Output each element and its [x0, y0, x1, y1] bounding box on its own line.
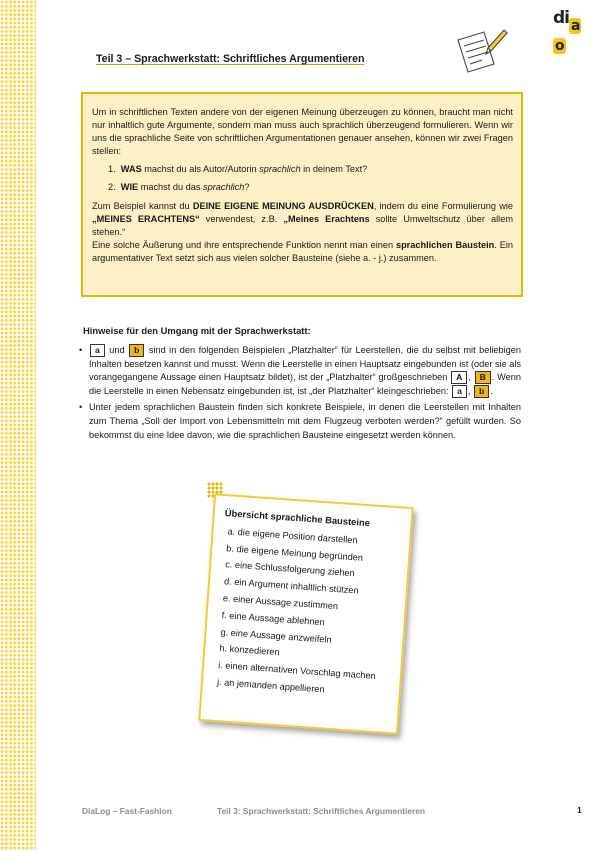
footer-left: DiaLog – Fast-Fashion [82, 806, 172, 816]
overview-item-g: g. eine Aussage anzweifeln [220, 626, 332, 645]
overview-item-j: j. an jemanden appellieren [216, 676, 325, 695]
overview-item-b: b. die eigene Meinung begründen [226, 542, 364, 563]
footer-center: Teil 3: Sprachwerkstatt: Schriftliches Argumentieren [217, 806, 426, 816]
page-title: Teil 3 – Sprachwerkstatt: Schriftliches Argumentieren [96, 53, 365, 65]
hint-item-examples: • Unter jedem sprachlichen Baustein finden sich konkrete Beispiele, in denen die Leerstellen mit Inhalten zum Thema „Soll der Import von Lebensmitteln mit dem Flugzeug verboten werden?“ gefüllt wurden. So bekommst du eine Idee davon, wie die sprachlichen Bausteine eingesetzt werden können. [79, 401, 521, 442]
overview-item-e: e. einer Aussage zustimmen [222, 593, 339, 612]
hints-list [79, 344, 521, 445]
intro-question-2: 2. WIE machst du das sprachlich? [108, 182, 250, 192]
document-pen-icon [450, 26, 508, 74]
intro-box [81, 92, 523, 297]
intro-paragraph-2: Zum Beispiel kannst du DEINE EIGENE MEINUNG AUSDRÜCKEN, indem du eine Formulierung wie „MEINES ERACHTENS“ verwendest, z.B. „Meines Erachtens sollte Umweltschutz über allem stehen.“ [92, 201, 513, 237]
dotted-margin-strip [0, 0, 36, 851]
placeholder-B: B [475, 371, 491, 384]
overview-item-c: c. eine Schlussfolgerung ziehen [224, 559, 356, 579]
overview-item-d: d. ein Argument inhaltlich stützen [223, 576, 359, 596]
overview-item-i: i. einen alternativen Vorschlag machen [217, 660, 377, 682]
overview-item-f: f. eine Aussage ablehnen [221, 609, 326, 628]
overview-item-h: h. konzedieren [219, 643, 280, 658]
intro-paragraph-3: Eine solche Äußerung und ihre entsprechende Funktion nennt man einen sprachlichen Baustein. Ein argumentativer Text setzt sich aus vielen solcher Bausteine (siehe a. - j.) zusammen. [92, 240, 513, 263]
placeholder-a-lower: a [452, 385, 467, 398]
page-number: 1 [577, 805, 582, 815]
placeholder-A: A [451, 371, 467, 384]
intro-question-1: 1. WAS machst du als Autor/Autorin sprachlich in deinem Text? [108, 164, 368, 174]
placeholder-b: b [129, 344, 144, 357]
overview-item-a: a. die eigene Position darstellen [227, 526, 358, 546]
placeholder-a: a [90, 344, 105, 357]
hints-heading: Hinweise für den Umgang mit der Sprachwerkstatt: [83, 325, 311, 336]
overview-title: Übersicht sprachliche Bausteine [224, 507, 371, 529]
intro-paragraph-1: Um in schriftlichen Texten andere von der eigenen Meinung überzeugen zu können, braucht man nicht nur inhaltlich gute Argumente, sondern man muss auch sprachlich überzeugend formulieren. Wenn wir uns die sprachliche Seite von schriftlichen Argumentationen genauer ansehen, können wir zwei Fragen stellen: [92, 107, 513, 156]
placeholder-b-lower: b [474, 385, 489, 398]
hint-item-placeholders: • a und b sind in den folgenden Beispielen „Platzhalter“ für Leerstellen, die du selbst mit beliebigen Inhalten besetzen kannst und musst. Wenn die Leerstelle in einen Hauptsatz eingebunden ist (oder sie als vorangegangene Aussage einen Hauptsatz bildet), ist der „Platzhalter“ großgeschrieben A , B . Wenn die Leerstelle in einen Nebensatz eingebunden ist, ist „der Platzhalter“ kleingeschrieben: a , b . [79, 344, 521, 398]
dialog-logo: di ao [553, 8, 580, 54]
overview-card [198, 493, 413, 734]
